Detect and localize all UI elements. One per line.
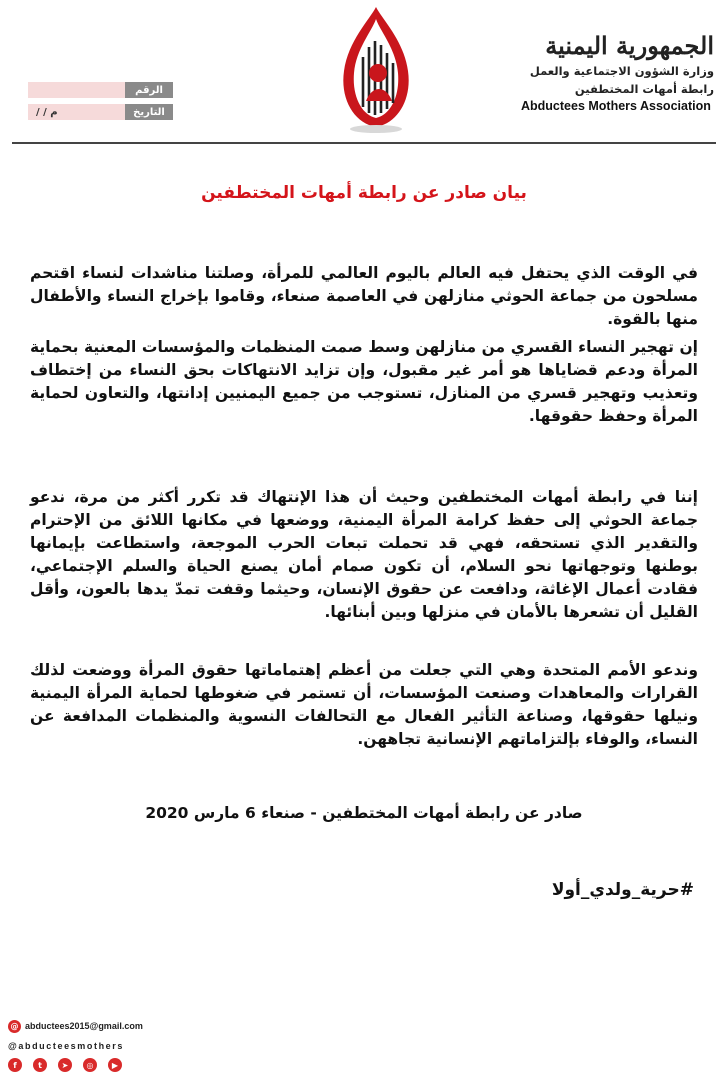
- facebook-icon[interactable]: f: [8, 1058, 22, 1072]
- paragraph-4: وندعو الأمم المتحدة وهي التي جعلت من أعظم إهتماماتها حقوق المرأة ووضعت لذلك القرارات والمعاهدات وصنعت المؤسسات، أن تستمر في ضغوطها لحماية المرأة اليمنية ونيلها حقوقها، وصناعة التأثير الفعال مع التحالفات النسوية والمنظمات المدافعة عن النساء، والوفاء بإلتزاماتهم الإنسانية تجاههن.: [30, 661, 698, 748]
- social-handle[interactable]: @abducteesmothers: [8, 1041, 125, 1051]
- reference-fields: [28, 82, 173, 126]
- date-row: [28, 104, 173, 120]
- association-name-english: Abductees Mothers Association: [521, 99, 711, 113]
- date-value: / / م: [28, 104, 125, 120]
- telegram-icon[interactable]: ➤: [58, 1058, 72, 1072]
- paragraph-1: في الوقت الذي يحتفل فيه العالم باليوم العالمي للمرأة، وصلتنا مناشدات لنساء اقتحم مسلحون من جماعة الحوثي منازلهن في العاصمة صنعاء، وقاموا بإخراج النساء والأطفال منها بالقوة.: [30, 264, 698, 328]
- social-footer: [8, 1018, 168, 1072]
- handle-row: [8, 1038, 168, 1054]
- issued-by-line: صادر عن رابطة أمهات المختطفين - صنعاء 6 مارس 2020: [145, 804, 583, 822]
- association-name-arabic: رابطة أمهات المختطفين: [574, 82, 714, 96]
- letterhead: [0, 0, 728, 145]
- paragraph-3: إننا في رابطة أمهات المختطفين وحيث أن هذا الإنتهاك قد تكرر أكثر من مرة، ندعو جماعة الحوثي إلى حفظ كرامة المرأة اليمنية، ووضعها في مكانها اللائق من الإحترام والتقدير الذي تستحقه، فهي قد تحملت تبعات الحرب الموجعة، واستطاعت بإيمانها بوطنها وتوجهاتها نحو السلام، أن تكون صمام أمان يصنع الحياة والسلم الإجتماعي، فقادت أعمال الإغاثة، ودافعت عن حقوق الإنسان، وحيثما وقفت تمدّ يدها بالعون، وأقل القليل أن تشعرها بالأمان في منزلها وبين أبنائها.: [30, 488, 698, 621]
- reference-number-label: الرقم: [125, 82, 173, 98]
- republic-name: الجمهورية اليمنية: [545, 31, 714, 60]
- reference-number-row: [28, 82, 173, 98]
- hashtag: #حرية_ولدي_أولا: [551, 880, 694, 900]
- social-icons: [8, 1058, 168, 1072]
- organization-block: [509, 30, 714, 113]
- twitter-icon[interactable]: t: [33, 1058, 47, 1072]
- instagram-icon[interactable]: ◎: [83, 1058, 97, 1072]
- youtube-icon[interactable]: ▶: [108, 1058, 122, 1072]
- paragraph-2: إن تهجير النساء القسري من منازلهن وسط صمت المنظمات والمؤسسات المعنية بحماية المرأة ودعم قضاياها هو أمر غير مقبول، وإن تزايد الانتهاكات بحق النساء من إختطاف وتعذيب وتهجير قسري من المنازل، تستوجب من جميع اليمنيين إدانتها، والتعاون لحماية المرأة وحفظ حقوقها.: [30, 338, 698, 425]
- email-row: [8, 1018, 168, 1034]
- ministry-name: وزارة الشؤون الاجتماعية والعمل: [529, 64, 714, 78]
- association-logo: [330, 5, 422, 135]
- reference-number-value: [28, 82, 125, 98]
- header-divider: [12, 142, 716, 144]
- email-icon: @: [8, 1020, 21, 1033]
- statement-title: بيان صادر عن رابطة أمهات المختطفين: [201, 183, 527, 203]
- date-label: التاريخ: [125, 104, 173, 120]
- email-address[interactable]: abductees2015@gmail.com: [25, 1021, 143, 1031]
